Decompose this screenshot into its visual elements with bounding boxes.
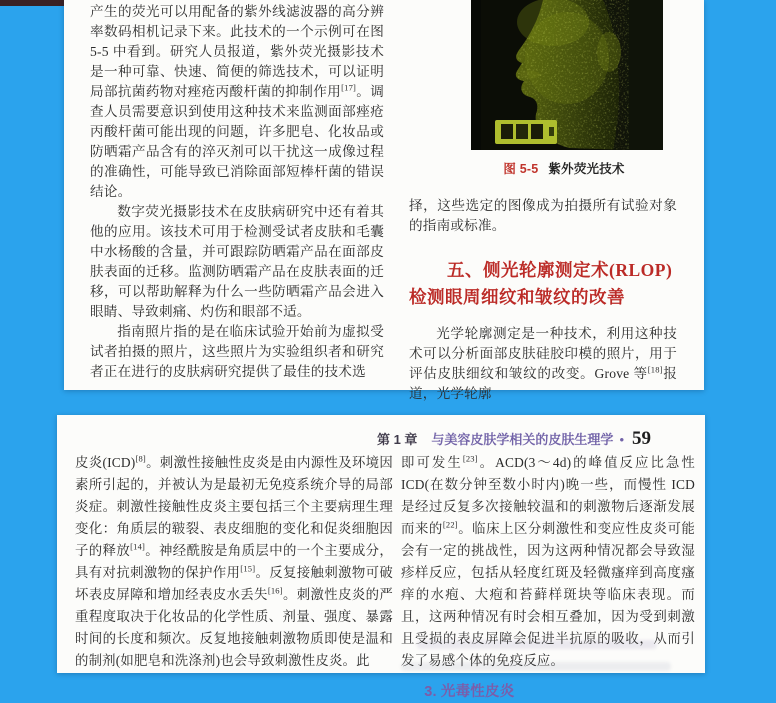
paragraph: 即可发生[23]。ACD(3～4d)的峰值反应比急性ICD(在数分钟至数小时内)晚一些，而慢性 ICD 是经过反复多次接触较温和的刺激物后逐渐发展而来的[22]。临床上区分刺激性和变应性皮炎可能会有一定的挑战性，因为这两种情况都会导致湿疹样反应，包括从轻度红斑及轻微瘙痒到高度瘙痒的水疱、大疱和苔藓样斑块等临床表现。而且，这两种情况有时会相互叠加，因为受到刺激且受损的表皮屏障会促进半抗原的吸收，从而引发了易感个体的免疫反应。 <box>401 453 695 668</box>
subsection-heading: 3. 光毒性皮炎 <box>424 684 515 700</box>
paragraph: 光学轮廓测定是一种技术，利用这种技术可以分析面部皮肤硅胶印模的照片，用于评估皮肤细纹和皱纹的改变。Grove 等[18]报道，光学轮廓 <box>409 326 677 401</box>
paragraph: 指南照片指的是在临床试验开始前为虚拟受试者拍摄的照片，这些照片为实验组织者和研究者正在进行的皮肤病研究提供了最佳的技术选 <box>90 324 384 379</box>
running-head <box>57 428 705 450</box>
banner-remnant-stripe <box>0 0 64 6</box>
uv-fluorescence-photo <box>471 0 663 150</box>
page1-left-column <box>90 2 384 382</box>
page2-left-column <box>75 452 393 672</box>
paragraph: 择，这些选定的图像成为拍摄所有试验对象的指南或标准。 <box>409 198 677 233</box>
section-heading: 五、侧光轮廓测定术(RLOP)检测眼周细纹和皱纹的改善 <box>409 260 673 307</box>
paragraph: 数字荧光摄影技术在皮肤病研究中还有着其他的应用。该技术可用于检测受试者皮肤和毛囊中水杨酸的含量，并可跟踪防晒霜产品在面部皮肤表面的迁移。监测防晒霜产品在皮肤表面的迁移，可以帮助解释为什么一些防晒霜产品会进入眼睛、导致刺痛、灼伤和眼部不适。 <box>90 204 384 319</box>
scale-device <box>495 120 557 144</box>
chapter-label: 第 1 章 <box>376 432 418 447</box>
page2-right-column <box>401 452 695 703</box>
photo-left-edge <box>471 0 481 150</box>
paragraph: 产生的荧光可以用配备的紫外线滤波器的高分辨率数码相机记录下来。此技术的一个示例可在图 5-5 中看到。研究人员报道，紫外荧光摄影技术是一种可靠、快速、简便的筛选技术，可以证明局部抗菌药物对痤疮丙酸杆菌的抑制作用[17]。调查人员需要意识到使用这种技术来监测面部痤疮丙酸杆菌可能出现的问题，许多肥皂、化妆品或防晒霜产品含有的淬灭剂可以干扰这一成像过程的准确性，可能导致已消除面部短棒杆菌的错误结论。 <box>90 4 384 199</box>
book-page-bottom <box>57 415 705 700</box>
page-number: 59 <box>632 428 651 449</box>
figure-caption <box>409 159 677 179</box>
paragraph: 皮炎(ICD)[8]。刺激性接触性皮炎是由内源性及环境因素所引起的，并被认为是最初无免疫系统介导的局部炎症。刺激性接触性皮炎主要包括三个主要病理生理变化：角质层的皲裂、表皮细胞的变化和促炎细胞因子的释放[14]。神经酰胺是角质层中的一个主要成分，具有对抗刺激物的保护作用[15]。反复接触刺激物可破坏表皮屏障和增加经表皮水丢失[16]。刺激性皮炎的严重程度取决于化妆品的化学性质、剂量、强度、暴露时间的长度和频次。反复地接触刺激物质即使是温和的制剂(如肥皂和洗涤剂)也会导致刺激性皮炎。此 <box>75 453 394 668</box>
separator-dot: • <box>619 432 624 447</box>
figure-number: 图 5-5 <box>503 162 539 176</box>
page1-right-column <box>409 0 677 404</box>
book-page-top <box>64 0 704 401</box>
chapter-title: 与美容皮肤学相关的皮肤生理学 <box>431 432 614 447</box>
figure-title: 紫外荧光技术 <box>548 162 625 176</box>
